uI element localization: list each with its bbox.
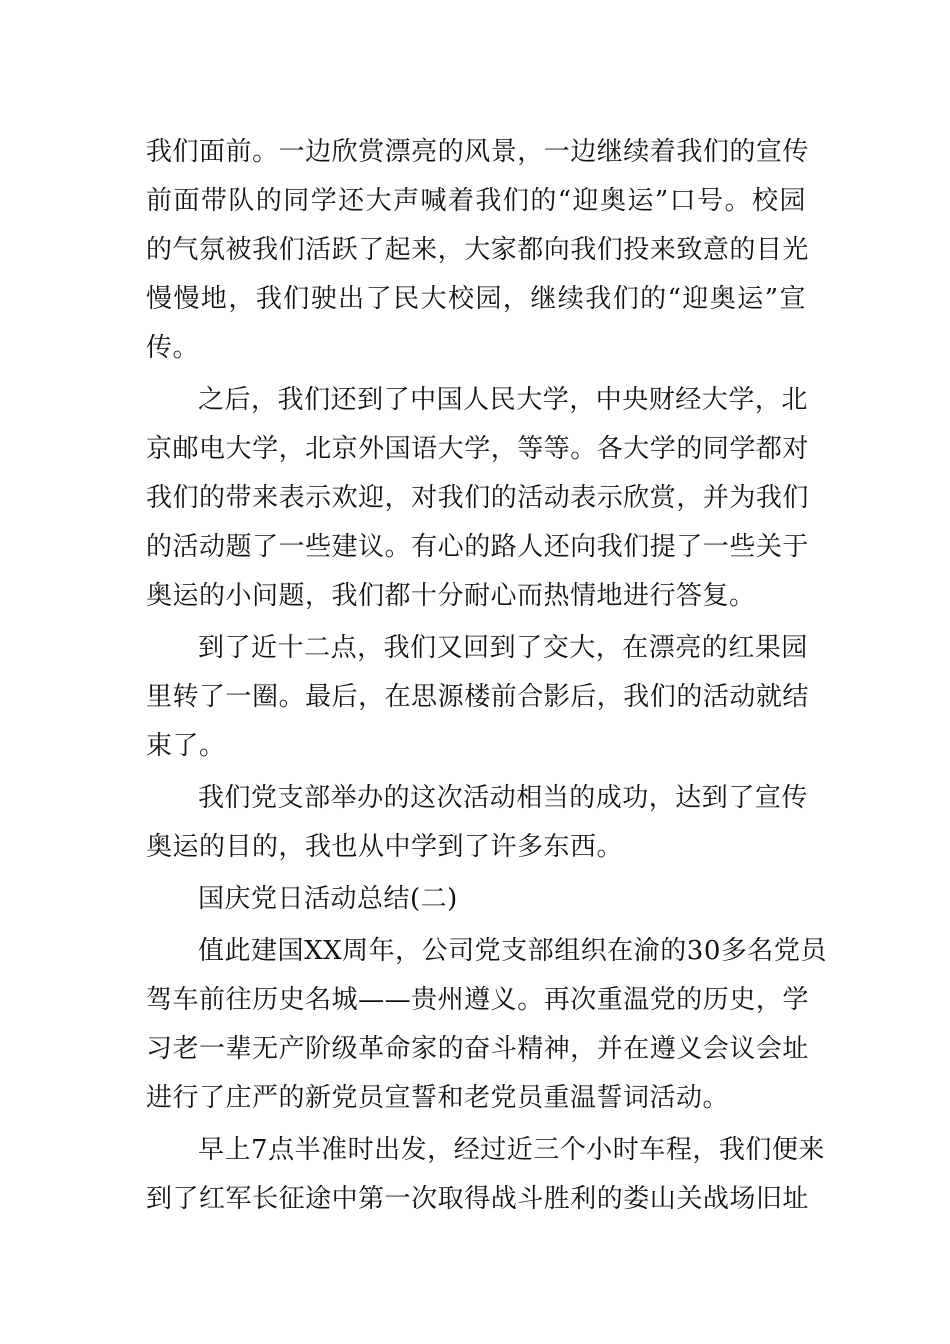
text-line: 我 们 的 带 来 表 示 欢 迎 ， 对 我 们 的 活 动 表 示 欣 赏 ， 并 为 我 们 bbox=[146, 483, 809, 513]
text-line: 奥运的小问题，我们都十分耐心而热情地进行答复。 bbox=[146, 581, 756, 611]
text-line: 的 气 氛 被 我 们 活 跃 了 起 来 ， 大 家 都 向 我 们 投 来 致 意 的 目 光 bbox=[146, 235, 809, 265]
text-line: 奥运的目的，我也从中学到了许多东西。 bbox=[146, 832, 624, 862]
text-line: 我 们 党 支 部 举 办 的 这 次 活 动 相 当 的 成 功 ， 达 到 了 宣 传 bbox=[198, 783, 808, 813]
paragraph bbox=[146, 927, 827, 1123]
text-line: 到 了 近 十 二 点 ， 我 们 又 回 到 了 交 大 ， 在 漂 亮 的 红 果 园 bbox=[198, 633, 808, 663]
text-line: 里 转 了 一 圈 。 最 后 ， 在 思 源 楼 前 合 影 后 ， 我 们 的 活 动 就 结 bbox=[146, 682, 809, 712]
text-line: 到 了 红 军 长 征 途 中 第 一 次 取 得 战 斗 胜 利 的 娄 山 关 战 场 旧 址 bbox=[146, 1184, 809, 1214]
paragraph bbox=[146, 128, 809, 373]
paragraph bbox=[146, 376, 809, 621]
text-line: 进行了庄严的新党员宣誓和老党员重温誓词活动。 bbox=[146, 1083, 730, 1113]
text-line: 慢 慢 地 ， 我 们 驶 出 了 民 大 校 园 ， 继 续 我 们 的 “ 迎 奥 运 ” 宣 bbox=[146, 284, 806, 314]
text-line: 束了。 bbox=[146, 731, 226, 761]
text-line: 国庆党日活动总结(二) bbox=[198, 884, 458, 914]
text-line: 早 上 7 点 半 准 时 出 发 ， 经 过 近 三 个 小 时 车 程 ， 我 们 便 来 bbox=[198, 1135, 825, 1165]
section-heading bbox=[146, 875, 806, 924]
text-line: 值 此 建 国 XX 周 年 ， 公 司 党 支 部 组 织 在 渝 的 30 多 名 党 员 bbox=[198, 936, 827, 966]
paragraph bbox=[146, 774, 806, 872]
text-line: 之 后 ， 我 们 还 到 了 中 国 人 民 大 学 ， 中 央 财 经 大 学 ， 北 bbox=[198, 385, 808, 415]
text-line: 传。 bbox=[146, 333, 200, 363]
paragraph bbox=[146, 624, 809, 771]
text-line: 我 们 面 前 。 一 边 欣 赏 漂 亮 的 风 景 ， 一 边 继 续 着 我 们 的 宣 传 bbox=[146, 137, 809, 167]
document-page bbox=[146, 128, 827, 1224]
text-line: 驾 车 前 往 历 史 名 城 — — 贵 州 遵 义 。 再 次 重 温 党 的 历 史 ， 学 bbox=[146, 985, 809, 1015]
text-line: 习 老 一 辈 无 产 阶 级 革 命 家 的 奋 斗 精 神 ， 并 在 遵 义 会 议 会 址 bbox=[146, 1034, 809, 1064]
text-line: 前 面 带 队 的 同 学 还 大 声 喊 着 我 们 的 “ 迎 奥 运 ” 口 号 。 校 园 bbox=[146, 186, 806, 216]
paragraph bbox=[146, 1126, 825, 1224]
text-line: 的 活 动 题 了 一 些 建 议 。 有 心 的 路 人 还 向 我 们 提 了 一 些 关 于 bbox=[146, 532, 809, 562]
text-line: 京 邮 电 大 学 ， 北 京 外 国 语 大 学 ， 等 等 。 各 大 学 的 同 学 都 对 bbox=[146, 434, 809, 464]
